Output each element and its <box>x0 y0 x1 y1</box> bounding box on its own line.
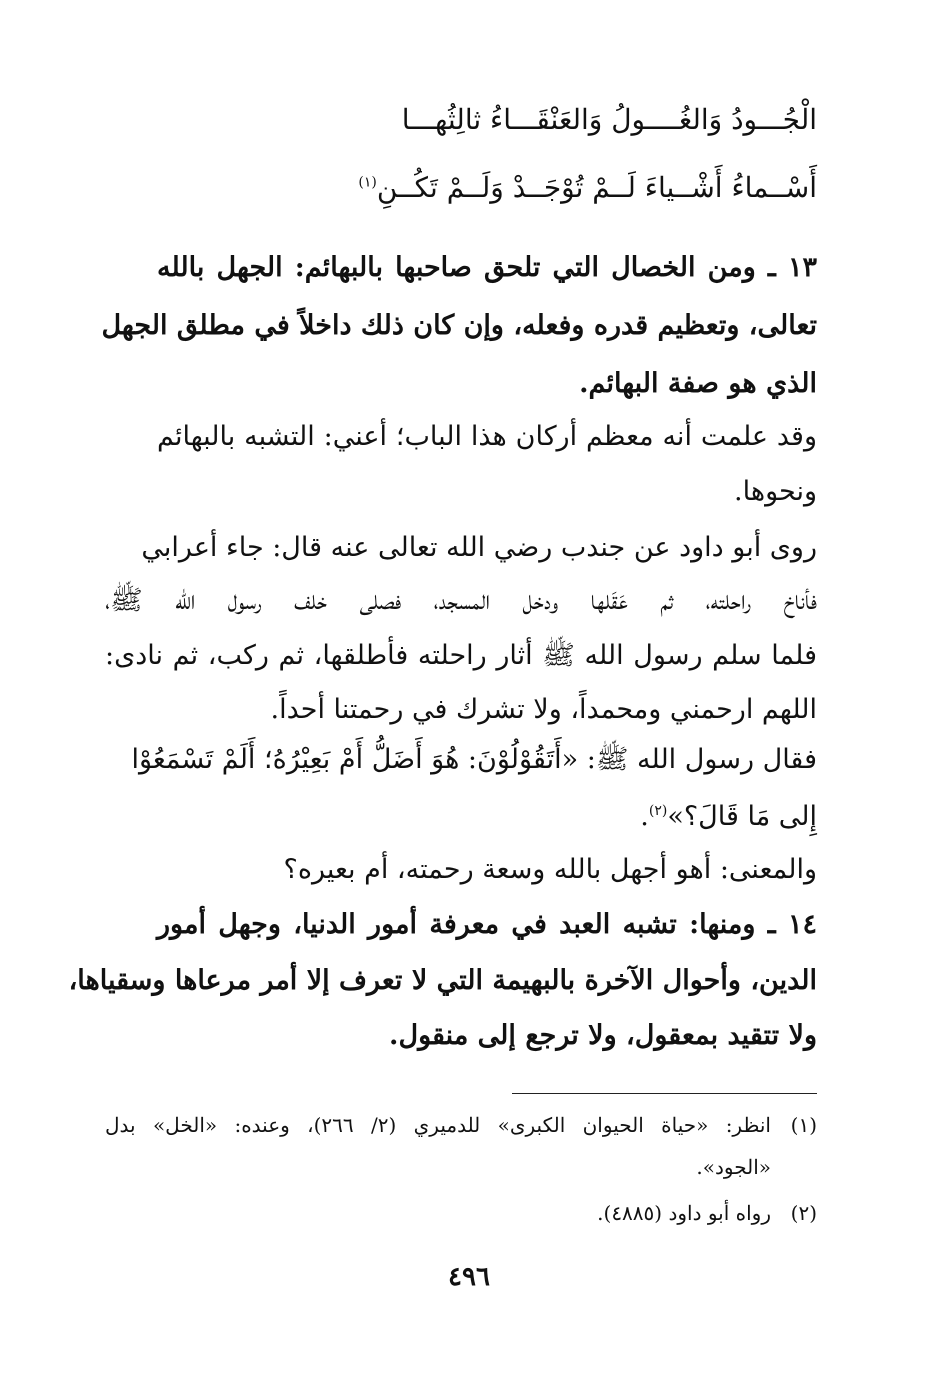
para-4-line-2-end: . <box>640 801 649 832</box>
para-13-line-1: ١٣ ـ ومن الخصال التي تلحق صاحبها بالبهائم: الجهل بالله <box>157 252 817 283</box>
para-4-line-1: فقال رسول الله ﷺ: «أَتَقُوْلُوْنَ: هُوَ أَضَلُّ أَمْ بَعِيْرُهُ؛ أَلَمْ تَسْمَعُوْا <box>131 744 817 775</box>
para-13-line-2: تعالى، وتعظيم قدره وفعله، وإن كان ذلك داخلاً في مطلق الجهل <box>101 310 817 341</box>
para-3-line-2: فأناخ راحلته، ثم عَقَلها ودخل المسجد، فصلى خلف رسول الله ﷺ، <box>105 585 817 616</box>
poem-verse-2 <box>358 168 817 208</box>
para-4-line-2-text: إِلى مَا قَالَ؟» <box>667 801 817 832</box>
para-3-line-4: اللهم ارحمني ومحمداً، ولا تشرك في رحمتنا أحداً. <box>270 694 817 725</box>
footnote-2-line-1 <box>105 1198 817 1228</box>
footnote-1-text-cont: «الجود». <box>696 1155 771 1179</box>
para-4-line-2 <box>105 797 817 837</box>
footnote-2-text: رواه أبو داود (٤٨٨٥). <box>597 1201 771 1225</box>
footnote-2-number: (٢) <box>790 1201 817 1225</box>
footnote-1-line-2 <box>105 1152 817 1182</box>
para-14-line-2: الدين، وأحوال الآخرة بالبهيمة التي لا تعرف إلا أمر مرعاها وسقياها، <box>68 965 817 996</box>
para-3-line-1: روى أبو داود عن جندب رضي الله تعالى عنه قال: جاء أعرابي <box>141 532 817 563</box>
footnote-1-number: (١) <box>790 1113 817 1137</box>
poem-verse-1: الْجُـــودُ وَالغُــــولُ وَالعَنْقَـــاءُ ثالِثُهـــا <box>401 103 817 136</box>
footnote-1-text: انظر: «حياة الحيوان الكبرى» للدميري (٢/ ٢٦٦)، وعنده: «الخل» بدل <box>105 1113 771 1137</box>
page-number: ٤٩٦ <box>448 1262 490 1292</box>
para-14-line-1: ١٤ ـ ومنها: تشبه العبد في معرفة أمور الدنيا، وجهل أمور <box>157 909 817 940</box>
para-2-line-2: ونحوها. <box>734 476 817 507</box>
para-14-line-3: ولا تتقيد بمعقول، ولا ترجع إلى منقول. <box>389 1020 817 1051</box>
para-3-line-3: فلما سلم رسول الله ﷺ أثار راحلته فأطلقها، ثم ركب، ثم نادى: <box>105 640 817 671</box>
footnote-ref-1: (١) <box>358 174 377 191</box>
footnote-separator <box>512 1093 817 1094</box>
para-5-line-1: والمعنى: أهو أجهل بالله وسعة رحمته، أم بعيره؟ <box>283 854 817 885</box>
footnote-1-line-1 <box>105 1110 817 1140</box>
poem-verse-2-text: أَسْــماءُ أَشْــياءَ لَــمْ تُوْجَــدْ وَلَــمْ تَكُــنِ <box>376 171 817 204</box>
book-page <box>68 0 817 1375</box>
para-13-line-3: الذي هو صفة البهائم. <box>579 368 817 399</box>
para-2-line-1: وقد علمت أنه معظم أركان هذا الباب؛ أعني: التشبه بالبهائم <box>157 421 817 452</box>
footnote-ref-2: (٢) <box>648 803 668 819</box>
